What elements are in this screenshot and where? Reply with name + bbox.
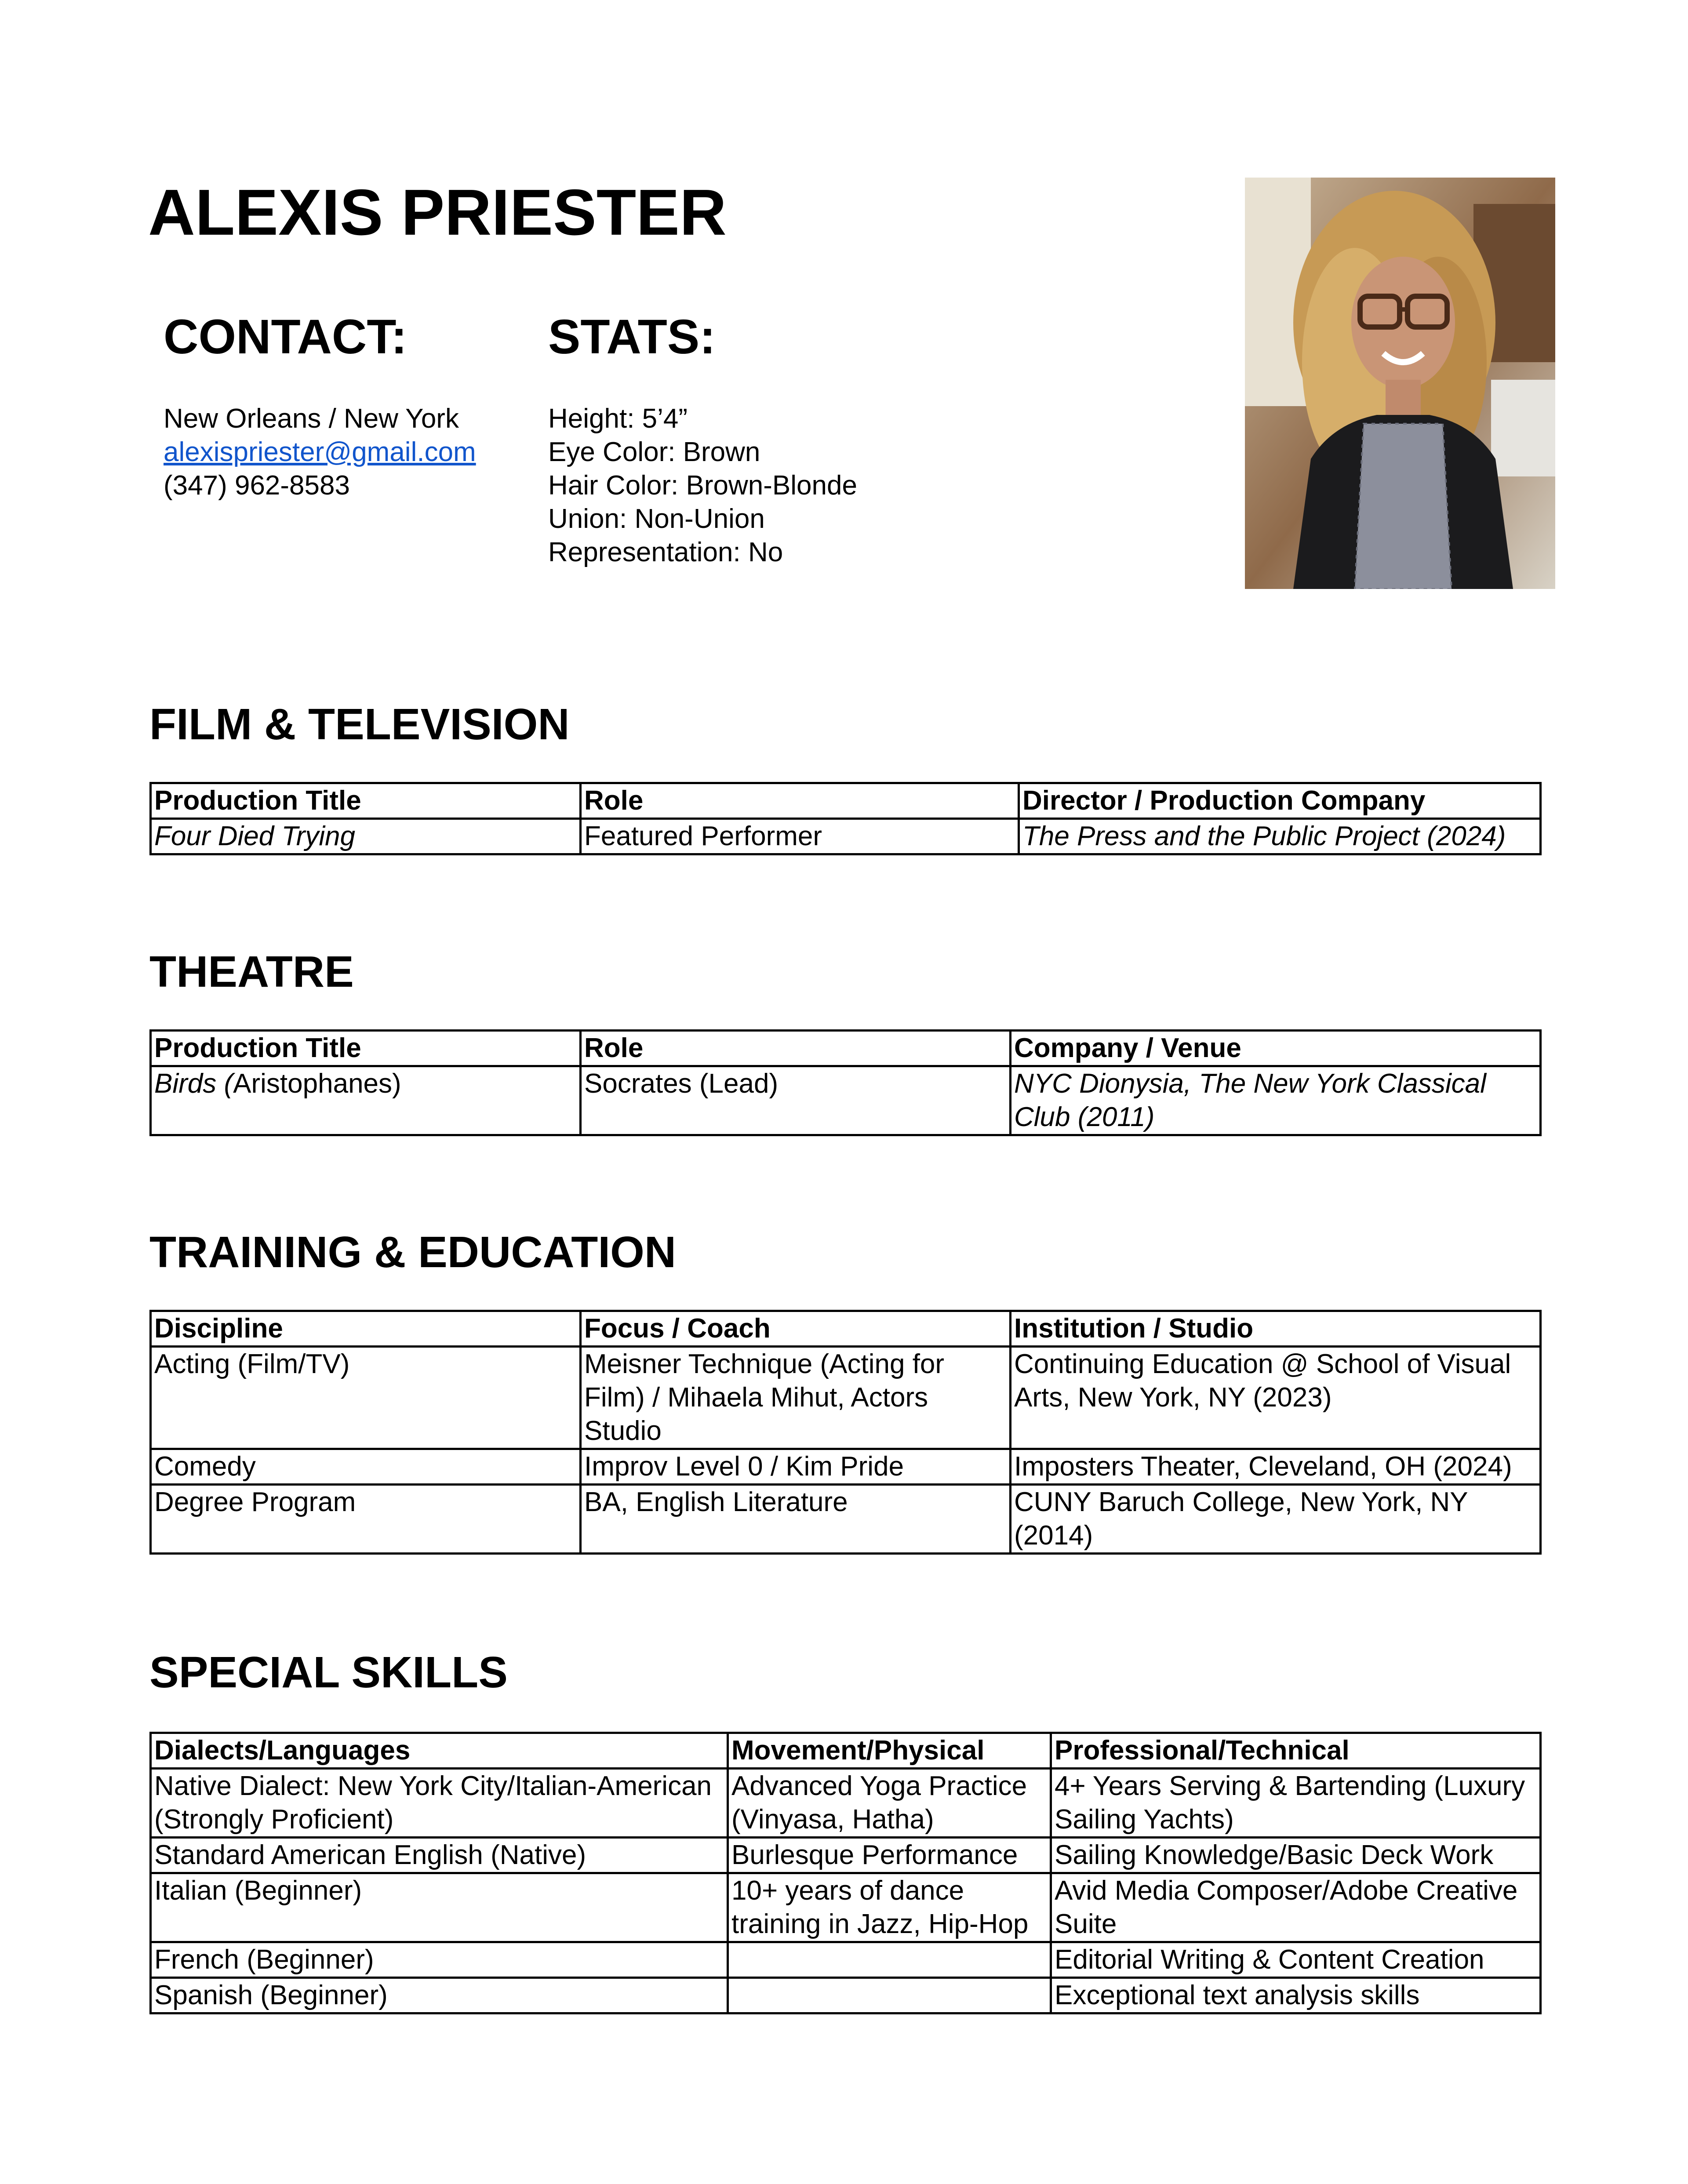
cell-role: Featured Performer (581, 819, 1019, 854)
cell-discipline: Comedy (151, 1449, 581, 1485)
title-italic-part: Birds ( (154, 1068, 233, 1099)
contact-block (164, 402, 476, 502)
cell-professional: Editorial Writing & Content Creation (1051, 1942, 1541, 1978)
resume-name: ALEXIS PRIESTER (148, 176, 727, 249)
header-institution: Institution / Studio (1011, 1311, 1541, 1347)
contact-location: New Orleans / New York (164, 403, 459, 434)
table-row (151, 1838, 1541, 1873)
cell-focus-coach: Improv Level 0 / Kim Pride (581, 1449, 1011, 1485)
cell-professional: Avid Media Composer/Adobe Creative Suite (1051, 1873, 1541, 1942)
table-header-row (151, 1031, 1541, 1066)
special-skills-table (149, 1732, 1542, 2014)
cell-dialect: Native Dialect: New York City/Italian-American (Strongly Proficient) (151, 1769, 728, 1838)
film-tv-heading: FILM & TELEVISION (149, 700, 570, 749)
cell-dialect: French (Beginner) (151, 1942, 728, 1978)
theatre-table (149, 1029, 1542, 1136)
table-header-row (151, 1733, 1541, 1769)
table-row (151, 1347, 1541, 1449)
header-production-title: Production Title (151, 783, 581, 819)
cell-movement: Advanced Yoga Practice (Vinyasa, Hatha) (728, 1769, 1051, 1838)
cell-institution: Continuing Education @ School of Visual Arts, New York, NY (2023) (1011, 1347, 1541, 1449)
header-professional-technical: Professional/Technical (1051, 1733, 1541, 1769)
header-role: Role (581, 1031, 1011, 1066)
table-row (151, 1449, 1541, 1485)
cell-movement (728, 1978, 1051, 2013)
stat-height: Height: 5’4” (548, 403, 688, 434)
contact-phone: (347) 962-8583 (164, 470, 350, 501)
header-focus-coach: Focus / Coach (581, 1311, 1011, 1347)
header-discipline: Discipline (151, 1311, 581, 1347)
cell-institution: Imposters Theater, Cleveland, OH (2024) (1011, 1449, 1541, 1485)
film-tv-table (149, 782, 1542, 855)
training-table (149, 1310, 1542, 1555)
header-dialects-languages: Dialects/Languages (151, 1733, 728, 1769)
table-row (151, 1942, 1541, 1978)
cell-professional: 4+ Years Serving & Bartending (Luxury Sailing Yachts) (1051, 1769, 1541, 1838)
header-director-company: Director / Production Company (1019, 783, 1541, 819)
cell-focus-coach: Meisner Technique (Acting for Film) / Mihaela Mihut, Actors Studio (581, 1347, 1011, 1449)
stat-eye-color: Eye Color: Brown (548, 437, 760, 467)
cell-director-company: The Press and the Public Project (2024) (1019, 819, 1541, 854)
table-row (151, 819, 1541, 854)
table-row (151, 1978, 1541, 2013)
cell-production-title: Four Died Trying (151, 819, 581, 854)
stat-representation: Representation: No (548, 537, 783, 567)
table-row (151, 1485, 1541, 1554)
headshot-photo (1245, 178, 1555, 589)
training-heading: TRAINING & EDUCATION (149, 1228, 677, 1277)
cell-movement (728, 1942, 1051, 1978)
contact-email-link[interactable]: alexispriester@gmail.com (164, 437, 476, 467)
cell-production-title (151, 1066, 581, 1135)
stats-block (548, 402, 857, 569)
table-row (151, 1873, 1541, 1942)
cell-movement: Burlesque Performance (728, 1838, 1051, 1873)
cell-company-venue: NYC Dionysia, The New York Classical Club (2011) (1011, 1066, 1541, 1135)
table-row (151, 1769, 1541, 1838)
cell-professional: Sailing Knowledge/Basic Deck Work (1051, 1838, 1541, 1873)
special-skills-heading: SPECIAL SKILLS (149, 1648, 508, 1697)
stat-union: Union: Non-Union (548, 504, 765, 534)
cell-dialect: Italian (Beginner) (151, 1873, 728, 1942)
contact-heading: CONTACT: (164, 310, 407, 364)
title-rest-part: Aristophanes) (233, 1068, 401, 1099)
cell-focus-coach: BA, English Literature (581, 1485, 1011, 1554)
header-movement-physical: Movement/Physical (728, 1733, 1051, 1769)
table-row (151, 1066, 1541, 1135)
stats-heading: STATS: (548, 310, 716, 364)
cell-movement: 10+ years of dance training in Jazz, Hip-Hop (728, 1873, 1051, 1942)
cell-discipline: Acting (Film/TV) (151, 1347, 581, 1449)
theatre-heading: THEATRE (149, 947, 354, 996)
stat-hair-color: Hair Color: Brown-Blonde (548, 470, 857, 501)
cell-professional: Exceptional text analysis skills (1051, 1978, 1541, 2013)
header-role: Role (581, 783, 1019, 819)
table-header-row (151, 1311, 1541, 1347)
header-production-title: Production Title (151, 1031, 581, 1066)
cell-institution: CUNY Baruch College, New York, NY (2014) (1011, 1485, 1541, 1554)
cell-dialect: Standard American English (Native) (151, 1838, 728, 1873)
cell-dialect: Spanish (Beginner) (151, 1978, 728, 2013)
header-company-venue: Company / Venue (1011, 1031, 1541, 1066)
cell-discipline: Degree Program (151, 1485, 581, 1554)
cell-role: Socrates (Lead) (581, 1066, 1011, 1135)
table-header-row (151, 783, 1541, 819)
